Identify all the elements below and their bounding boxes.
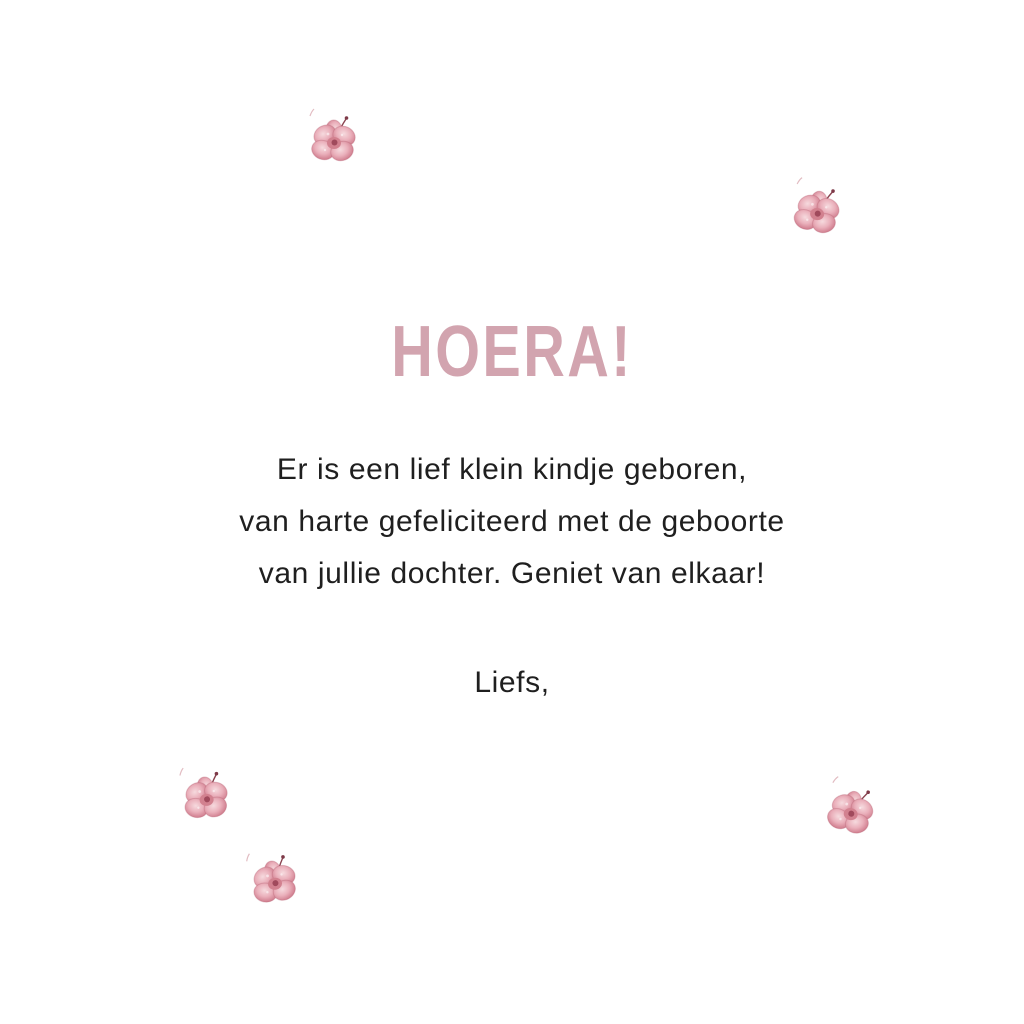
closing-text: Liefs, <box>474 666 550 699</box>
card-title: HOERA! <box>391 312 633 392</box>
message-line-3: van jullie dochter. Geniet van elkaar! <box>258 557 766 590</box>
pink-blossom-icon <box>813 770 889 846</box>
pink-blossom-icon <box>170 759 240 829</box>
pink-blossom-icon <box>301 105 365 169</box>
message-line-1: Er is een lief klein kindje geboren, <box>276 453 748 486</box>
pink-blossom-icon <box>781 172 853 244</box>
greeting-message <box>0 444 1024 600</box>
message-line-2: van harte gefeliciteerd met de geboorte <box>239 505 785 538</box>
pink-blossom-icon <box>236 841 310 915</box>
